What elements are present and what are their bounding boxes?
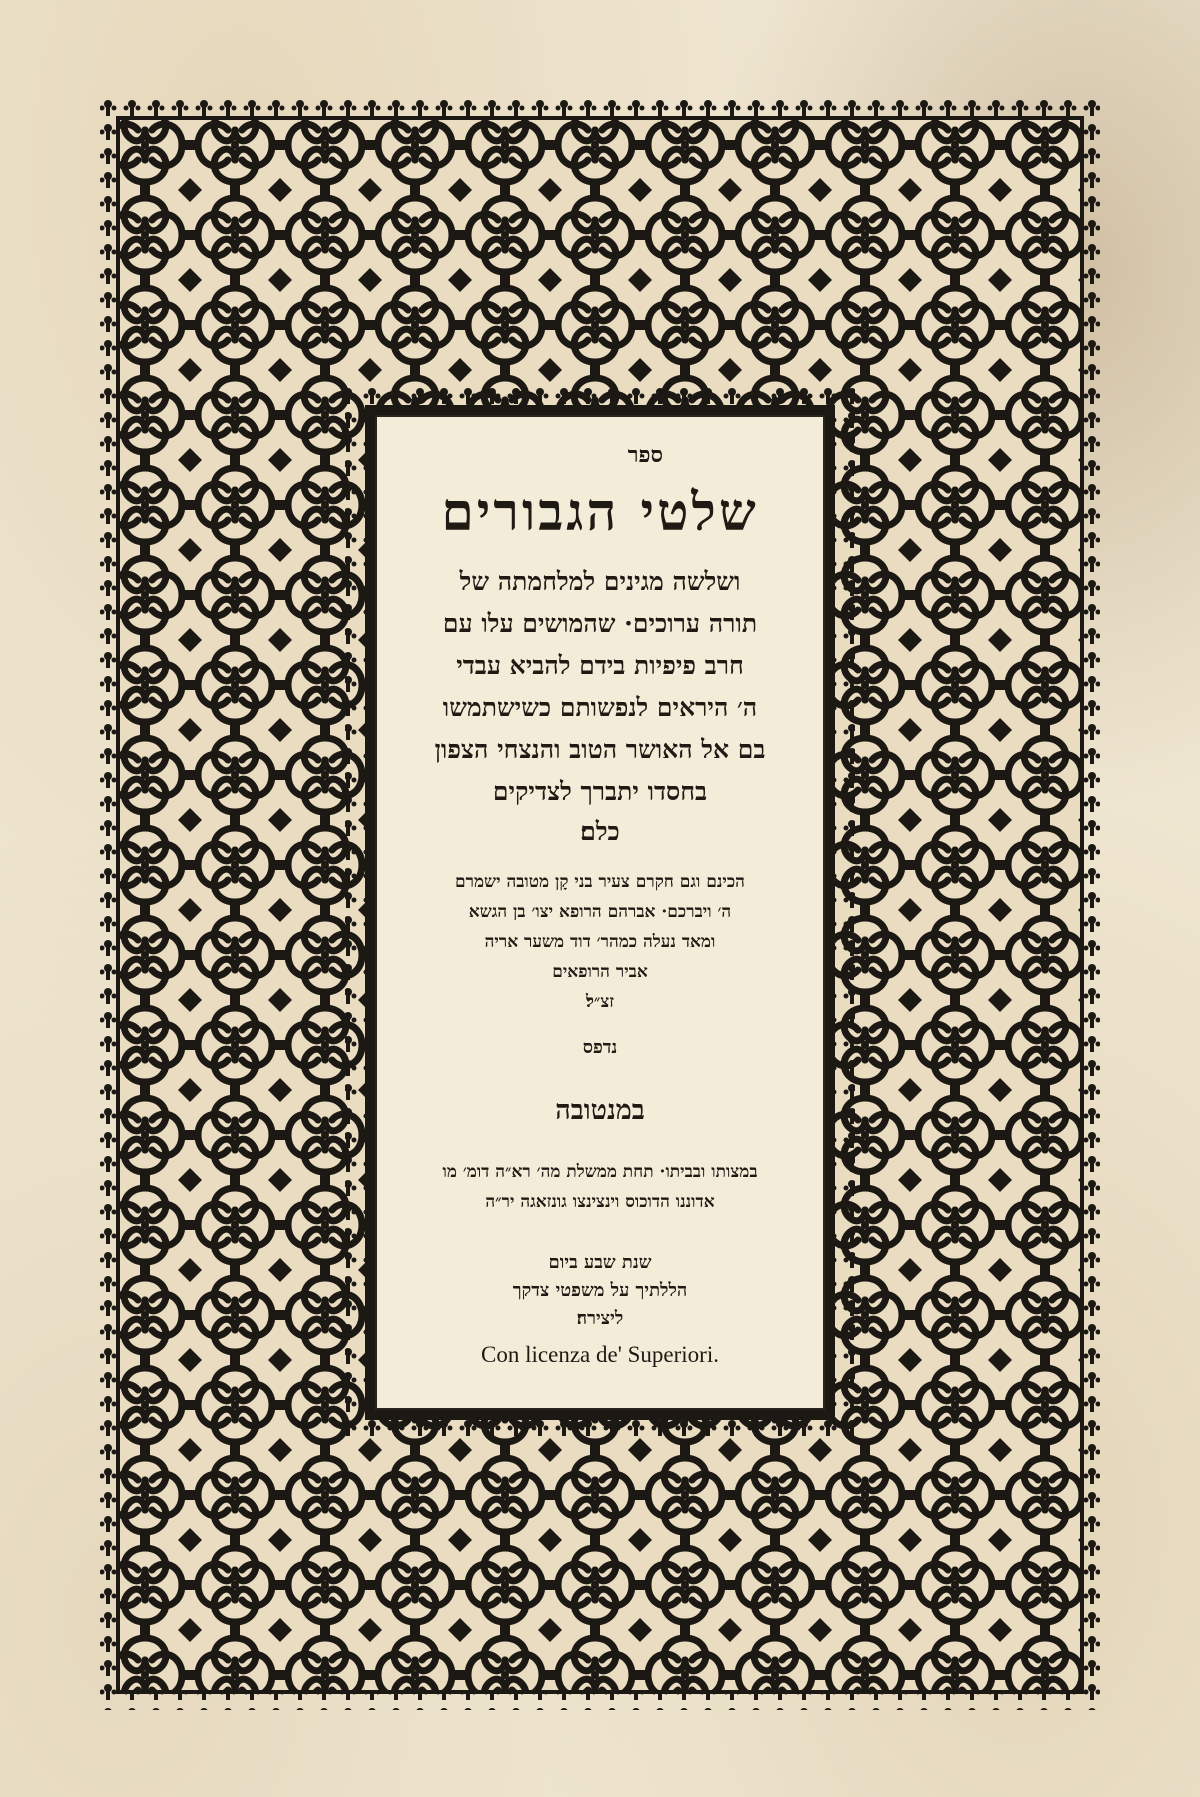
subtitle-line-2: תורה ערוכים· שהמושים עלו עם [442,609,758,638]
press-line-2: אדוננו הדוכוס וינצינצו גונזאגה יר״ה [485,1192,715,1212]
year-line-3: ליצירה׃ [576,1308,624,1329]
press-line-1: במצותו ובביתו· תחת ממשלת מה׳ רא״ה דומ׳ מו [442,1162,758,1182]
author-line-4: אביר הרופאים [552,962,648,982]
author-line-3: ומאד נעלה כמהר׳ דוד משער אריה [484,932,716,952]
author-line-2: ה׳ ויברכם· אברהם הרופא יצו׳ בן הגשא [468,902,732,922]
subtitle-line-7: כלם׃ [580,817,620,846]
imprimatur: Con licenza de' Superiori. [481,1342,719,1367]
book-title: שלטי הגבורים [441,482,759,543]
printed-label: נדפס [582,1037,618,1058]
subtitle-line-5: בם אל האושר הטוב והנצחי הצפון [434,735,766,764]
place-of-printing: במנטובה [555,1095,645,1126]
year-line-2: הללתיך על משפטי צדקך [512,1280,688,1301]
text-panel [375,415,825,1410]
subtitle-line-4: ה׳ היראים לנפשותם כשישתמשו [442,693,758,722]
author-line-1: הכינם וגם חקרם צעיר בני קָן מטובה ישמרם [455,872,745,892]
author-line-5: זצ״ל׃ [585,992,615,1012]
year-line-1: שנת שבע ביום [548,1252,652,1273]
subtitle-line-6: בחסדו יתברך לצדיקים [492,777,708,806]
subtitle-line-3: חרב פיפיות בידם להביא עבדי [456,651,744,680]
sefer-label: ספר [627,442,663,468]
subtitle-line-1: ושלשה מגינים למלחמתה של [459,567,741,596]
